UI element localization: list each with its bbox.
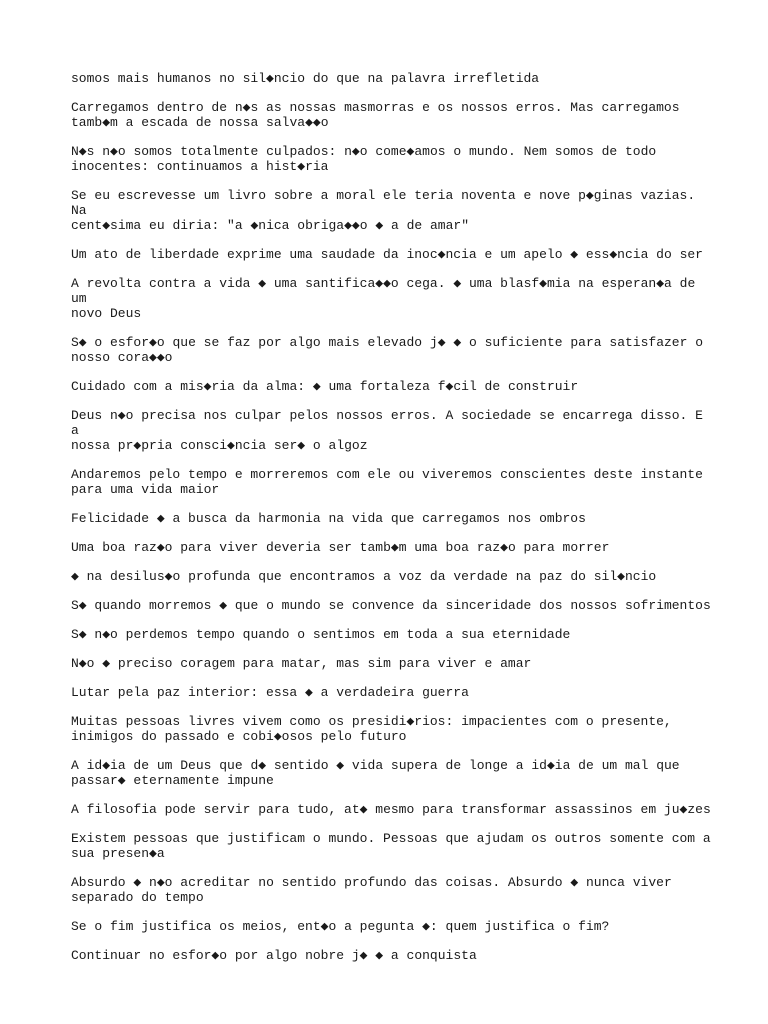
quote-paragraph: Absurdo ◆ n◆o acreditar no sentido profundo das coisas. Absurdo ◆ nunca viver separado do tempo xyxy=(71,875,672,905)
quote-paragraph: Cuidado com a mis◆ria da alma: ◆ uma fortaleza f◆cil de construir xyxy=(71,379,579,394)
quote-paragraph: Existem pessoas que justificam o mundo. Pessoas que ajudam os outros somente com a sua presen◆a xyxy=(71,831,711,861)
quote-paragraph: Um ato de liberdade exprime uma saudade da inoc◆ncia e um apelo ◆ ess◆ncia do ser xyxy=(71,247,703,262)
quote-paragraph: somos mais humanos no sil◆ncio do que na palavra irrefletida xyxy=(71,71,540,86)
quote-paragraph: Se eu escrevesse um livro sobre a moral ele teria noventa e nove p◆ginas vazias. Na cent◆sima eu diria: "a ◆nica obriga◆◆o ◆ a de amar" xyxy=(71,188,696,233)
quote-paragraph: Andaremos pelo tempo e morreremos com ele ou viveremos conscientes deste instante para uma vida maior xyxy=(71,467,703,497)
quote-paragraph: S◆ n◆o perdemos tempo quando o sentimos em toda a sua eternidade xyxy=(71,627,571,642)
quote-paragraph: A filosofia pode servir para tudo, at◆ mesmo para transformar assassinos em ju◆zes xyxy=(71,802,711,817)
quote-paragraph: S◆ quando morremos ◆ que o mundo se convence da sinceridade dos nossos sofrimentos xyxy=(71,598,711,613)
quote-paragraph: Continuar no esfor◆o por algo nobre j◆ ◆ a conquista xyxy=(71,948,477,963)
quote-paragraph: Deus n◆o precisa nos culpar pelos nossos erros. A sociedade se encarrega disso. E a nossa pr◆pria consci◆ncia ser◆ o algoz xyxy=(71,408,703,453)
quote-paragraph: N◆o ◆ preciso coragem para matar, mas sim para viver e amar xyxy=(71,656,532,671)
quote-paragraph: Lutar pela paz interior: essa ◆ a verdadeira guerra xyxy=(71,685,469,700)
quote-paragraph: Felicidade ◆ a busca da harmonia na vida que carregamos nos ombros xyxy=(71,511,586,526)
quote-paragraph: S◆ o esfor◆o que se faz por algo mais elevado j◆ ◆ o suficiente para satisfazer o nosso cora◆◆o xyxy=(71,335,704,365)
document-page xyxy=(71,71,711,977)
quote-paragraph: Muitas pessoas livres vivem como os presidi◆rios: impacientes com o presente, inimigos do passado e cobi◆osos pelo futuro xyxy=(71,714,672,744)
quote-paragraph: N◆s n◆o somos totalmente culpados: n◆o come◆amos o mundo. Nem somos de todo inocentes: continuamos a hist◆ria xyxy=(71,144,657,174)
quote-paragraph: Carregamos dentro de n◆s as nossas masmorras e os nossos erros. Mas carregamos tamb◆m a escada de nossa salva◆◆o xyxy=(71,100,680,130)
quote-paragraph: ◆ na desilus◆o profunda que encontramos a voz da verdade na paz do sil◆ncio xyxy=(71,569,657,584)
quote-paragraph: Se o fim justifica os meios, ent◆o a pegunta ◆: quem justifica o fim? xyxy=(71,919,610,934)
quote-paragraph: Uma boa raz◆o para viver deveria ser tamb◆m uma boa raz◆o para morrer xyxy=(71,540,610,555)
quote-paragraph: A revolta contra a vida ◆ uma santifica◆◆o cega. ◆ uma blasf◆mia na esperan◆a de um novo Deus xyxy=(71,276,696,321)
quote-paragraph: A id◆ia de um Deus que d◆ sentido ◆ vida supera de longe a id◆ia de um mal que passar◆ eternamente impune xyxy=(71,758,680,788)
